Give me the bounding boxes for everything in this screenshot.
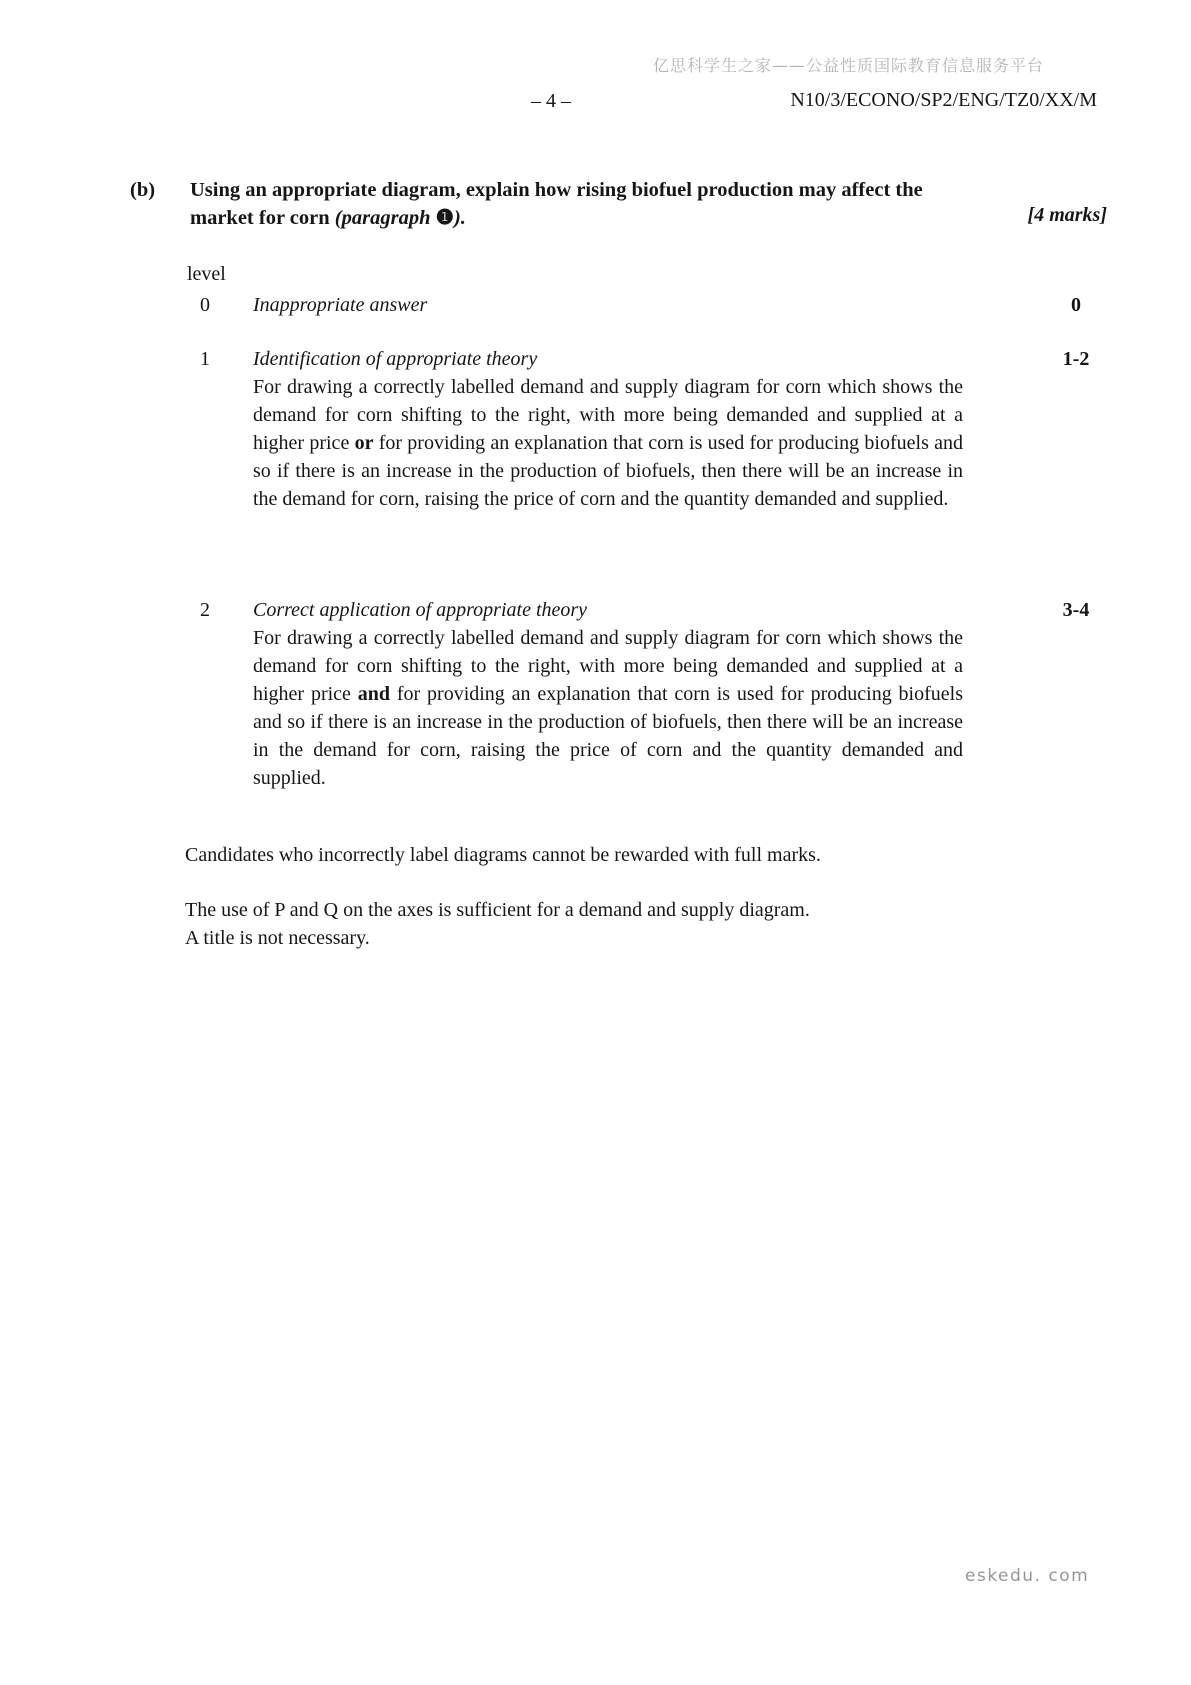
bottom-watermark: eskedu. com <box>965 1566 1090 1586</box>
note-line: Candidates who incorrectly label diagrams cannot be rewarded with full marks. <box>185 844 821 866</box>
level-1-number: 1 <box>200 348 210 370</box>
note-line: The use of P and Q on the axes is sufficient for a demand and supply diagram. <box>185 899 810 921</box>
note-line: A title is not necessary. <box>185 927 370 949</box>
level-2-desc-pre: For drawing a correctly labelled demand and supply diagram for corn which shows the demand for corn shifting to the right, with more being demanded and supplied at a higher price <box>253 627 963 705</box>
circled-one-icon: ❶ <box>435 207 454 229</box>
level-1-description <box>253 373 963 513</box>
rubric-level-2-row <box>197 596 1107 792</box>
level-column-label: level <box>187 263 226 285</box>
question-ref-pre: (paragraph <box>334 207 436 229</box>
question-ref-post: ). <box>453 207 466 229</box>
note-axes-labels <box>185 896 970 952</box>
level-2-title: Correct application of appropriate theory <box>253 599 588 621</box>
level-0-number: 0 <box>200 294 210 316</box>
level-1-marks: 1-2 <box>1062 348 1090 370</box>
top-watermark: 亿思科学生之家——公益性质国际教育信息服务平台 <box>653 56 1045 75</box>
level-1-desc-post: for providing an explanation that corn is used for producing biofuels and so if there is an increase in the production of biofuels, then there will be an increase in the demand for corn, raising the price of corn and the quantity demanded and supplied. <box>253 432 963 510</box>
level-0-marks: 0 <box>1071 294 1081 316</box>
rubric-level-0-row <box>197 291 1107 319</box>
question-text-main: Using an appropriate diagram, explain how rising biofuel production may affect the market for corn <box>190 179 923 229</box>
level-1-title: Identification of appropriate theory <box>253 348 538 370</box>
level-2-number: 2 <box>200 599 210 621</box>
question-marks: [4 marks] <box>1027 204 1107 226</box>
level-0-title: Inappropriate answer <box>253 294 428 316</box>
question-block <box>130 176 1107 232</box>
note-incorrect-labels <box>185 841 970 869</box>
level-2-marks: 3-4 <box>1062 599 1090 621</box>
level-2-desc-bold: and <box>357 683 391 705</box>
level-2-description <box>253 624 963 792</box>
page-number: – 4 – <box>531 90 571 112</box>
level-1-desc-pre: For drawing a correctly labelled demand and supply diagram for corn which shows the demand for corn shifting to the right, with more being demanded and supplied at a higher price <box>253 376 963 454</box>
question-label: (b) <box>130 179 156 201</box>
level-2-desc-post: for providing an explanation that corn is used for producing biofuels and so if there is an increase in the production of biofuels, then there will be an increase in the demand for corn, raising the price of corn and the quantity demanded and supplied. <box>253 683 963 789</box>
rubric-level-1-row <box>197 345 1107 513</box>
level-1-desc-bold: or <box>354 432 374 454</box>
paper-code: N10/3/ECONO/SP2/ENG/TZ0/XX/M <box>790 89 1097 111</box>
question-paragraph-ref <box>335 207 466 229</box>
question-text <box>190 176 990 232</box>
